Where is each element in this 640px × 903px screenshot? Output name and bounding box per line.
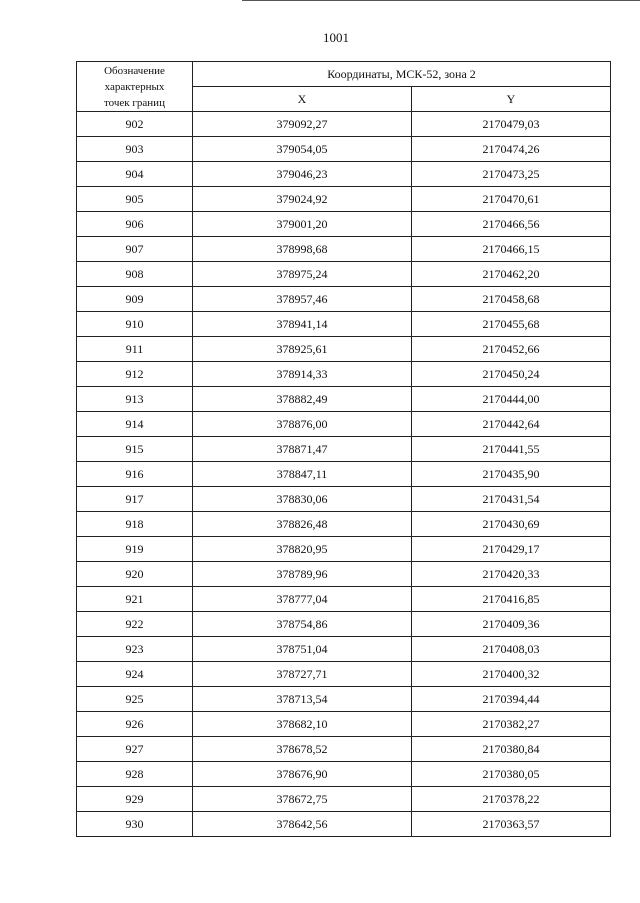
x-coordinate-cell: 378672,75: [193, 787, 412, 812]
point-number-cell: 908: [77, 262, 193, 287]
point-number-cell: 913: [77, 387, 193, 412]
y-coordinate-cell: 2170442,64: [412, 412, 611, 437]
point-number-cell: 907: [77, 237, 193, 262]
y-coordinate-cell: 2170441,55: [412, 437, 611, 462]
table-row: [77, 312, 611, 337]
table-row: [77, 637, 611, 662]
y-coordinate-cell: 2170452,66: [412, 337, 611, 362]
table-row: [77, 337, 611, 362]
table-row: [77, 712, 611, 737]
y-coordinate-cell: 2170420,33: [412, 562, 611, 587]
y-coordinate-cell: 2170462,20: [412, 262, 611, 287]
coordinates-table-body: [77, 112, 611, 837]
y-coordinate-cell: 2170450,24: [412, 362, 611, 387]
point-number-cell: 912: [77, 362, 193, 387]
y-coordinate-cell: 2170382,27: [412, 712, 611, 737]
top-border-line: [242, 0, 640, 1]
point-number-cell: 928: [77, 762, 193, 787]
x-coordinate-cell: 378642,56: [193, 812, 412, 837]
y-coordinate-cell: 2170429,17: [412, 537, 611, 562]
y-coordinate-cell: 2170466,15: [412, 237, 611, 262]
y-coordinate-cell: 2170431,54: [412, 487, 611, 512]
point-number-cell: 930: [77, 812, 193, 837]
point-number-cell: 917: [77, 487, 193, 512]
point-number-cell: 924: [77, 662, 193, 687]
point-header-line-1: Обозначение: [104, 64, 165, 77]
x-coordinate-cell: 378789,96: [193, 562, 412, 587]
x-coordinate-cell: 378941,14: [193, 312, 412, 337]
x-coordinate-cell: 378998,68: [193, 237, 412, 262]
table-row: [77, 412, 611, 437]
table-row: [77, 487, 611, 512]
y-coordinate-cell: 2170380,84: [412, 737, 611, 762]
table-row: [77, 362, 611, 387]
y-column-header: Y: [412, 87, 611, 112]
x-coordinate-cell: 378682,10: [193, 712, 412, 737]
table-row: [77, 162, 611, 187]
y-coordinate-cell: 2170470,61: [412, 187, 611, 212]
x-coordinate-cell: 378727,71: [193, 662, 412, 687]
x-coordinate-cell: 378754,86: [193, 612, 412, 637]
x-coordinate-cell: 378678,52: [193, 737, 412, 762]
table-row: [77, 587, 611, 612]
table-row: [77, 112, 611, 137]
x-coordinate-cell: 379046,23: [193, 162, 412, 187]
y-coordinate-cell: 2170394,44: [412, 687, 611, 712]
x-coordinate-cell: 378975,24: [193, 262, 412, 287]
y-coordinate-cell: 2170479,03: [412, 112, 611, 137]
point-header-line-2: характерных: [104, 80, 165, 93]
coordinates-table: [76, 61, 611, 837]
table-row: [77, 812, 611, 837]
x-coordinate-cell: 378777,04: [193, 587, 412, 612]
y-coordinate-cell: 2170435,90: [412, 462, 611, 487]
point-number-cell: 918: [77, 512, 193, 537]
table-row: [77, 212, 611, 237]
table-row: [77, 287, 611, 312]
y-coordinate-cell: 2170455,68: [412, 312, 611, 337]
x-coordinate-cell: 378676,90: [193, 762, 412, 787]
table-row: [77, 437, 611, 462]
point-number-cell: 904: [77, 162, 193, 187]
x-coordinate-cell: 378871,47: [193, 437, 412, 462]
x-coordinate-cell: 378820,95: [193, 537, 412, 562]
x-coordinate-cell: 378914,33: [193, 362, 412, 387]
table-row: [77, 687, 611, 712]
table-row: [77, 262, 611, 287]
table-row: [77, 387, 611, 412]
table-row: [77, 537, 611, 562]
point-number-cell: 927: [77, 737, 193, 762]
page-number: 1001: [323, 30, 349, 45]
x-coordinate-cell: 378751,04: [193, 637, 412, 662]
point-number-cell: 902: [77, 112, 193, 137]
table-row: [77, 737, 611, 762]
point-number-cell: 915: [77, 437, 193, 462]
table-row: [77, 562, 611, 587]
table-row: [77, 512, 611, 537]
table-row: [77, 662, 611, 687]
y-coordinate-cell: 2170409,36: [412, 612, 611, 637]
y-coordinate-cell: 2170474,26: [412, 137, 611, 162]
y-coordinate-cell: 2170473,25: [412, 162, 611, 187]
y-coordinate-cell: 2170380,05: [412, 762, 611, 787]
point-number-cell: 929: [77, 787, 193, 812]
point-number-cell: 914: [77, 412, 193, 437]
x-coordinate-cell: 378830,06: [193, 487, 412, 512]
table-row: [77, 762, 611, 787]
table-row: [77, 787, 611, 812]
y-coordinate-cell: 2170458,68: [412, 287, 611, 312]
point-number-cell: 922: [77, 612, 193, 637]
point-number-cell: 911: [77, 337, 193, 362]
y-coordinate-cell: 2170444,00: [412, 387, 611, 412]
point-number-cell: 920: [77, 562, 193, 587]
y-coordinate-cell: 2170466,56: [412, 212, 611, 237]
point-number-cell: 905: [77, 187, 193, 212]
y-coordinate-cell: 2170408,03: [412, 637, 611, 662]
table-row: [77, 237, 611, 262]
point-number-cell: 906: [77, 212, 193, 237]
point-number-cell: 903: [77, 137, 193, 162]
x-column-header: X: [193, 87, 412, 112]
x-coordinate-cell: 378925,61: [193, 337, 412, 362]
x-coordinate-cell: 378882,49: [193, 387, 412, 412]
point-designation-header: [77, 62, 193, 112]
table-row: [77, 137, 611, 162]
table-row: [77, 462, 611, 487]
x-coordinate-cell: 378847,11: [193, 462, 412, 487]
y-coordinate-cell: 2170378,22: [412, 787, 611, 812]
point-number-cell: 925: [77, 687, 193, 712]
table-row: [77, 187, 611, 212]
point-header-line-3: точек границ: [104, 96, 165, 109]
coordinates-system-header: Координаты, МСК-52, зона 2: [193, 62, 611, 87]
x-coordinate-cell: 379024,92: [193, 187, 412, 212]
y-coordinate-cell: 2170416,85: [412, 587, 611, 612]
x-coordinate-cell: 379054,05: [193, 137, 412, 162]
y-coordinate-cell: 2170400,32: [412, 662, 611, 687]
y-coordinate-cell: 2170430,69: [412, 512, 611, 537]
table-row: [77, 612, 611, 637]
x-coordinate-cell: 379092,27: [193, 112, 412, 137]
x-coordinate-cell: 378826,48: [193, 512, 412, 537]
point-number-cell: 919: [77, 537, 193, 562]
x-coordinate-cell: 379001,20: [193, 212, 412, 237]
point-number-cell: 909: [77, 287, 193, 312]
y-coordinate-cell: 2170363,57: [412, 812, 611, 837]
point-number-cell: 916: [77, 462, 193, 487]
point-number-cell: 921: [77, 587, 193, 612]
point-number-cell: 926: [77, 712, 193, 737]
point-number-cell: 910: [77, 312, 193, 337]
x-coordinate-cell: 378957,46: [193, 287, 412, 312]
x-coordinate-cell: 378876,00: [193, 412, 412, 437]
x-coordinate-cell: 378713,54: [193, 687, 412, 712]
point-number-cell: 923: [77, 637, 193, 662]
